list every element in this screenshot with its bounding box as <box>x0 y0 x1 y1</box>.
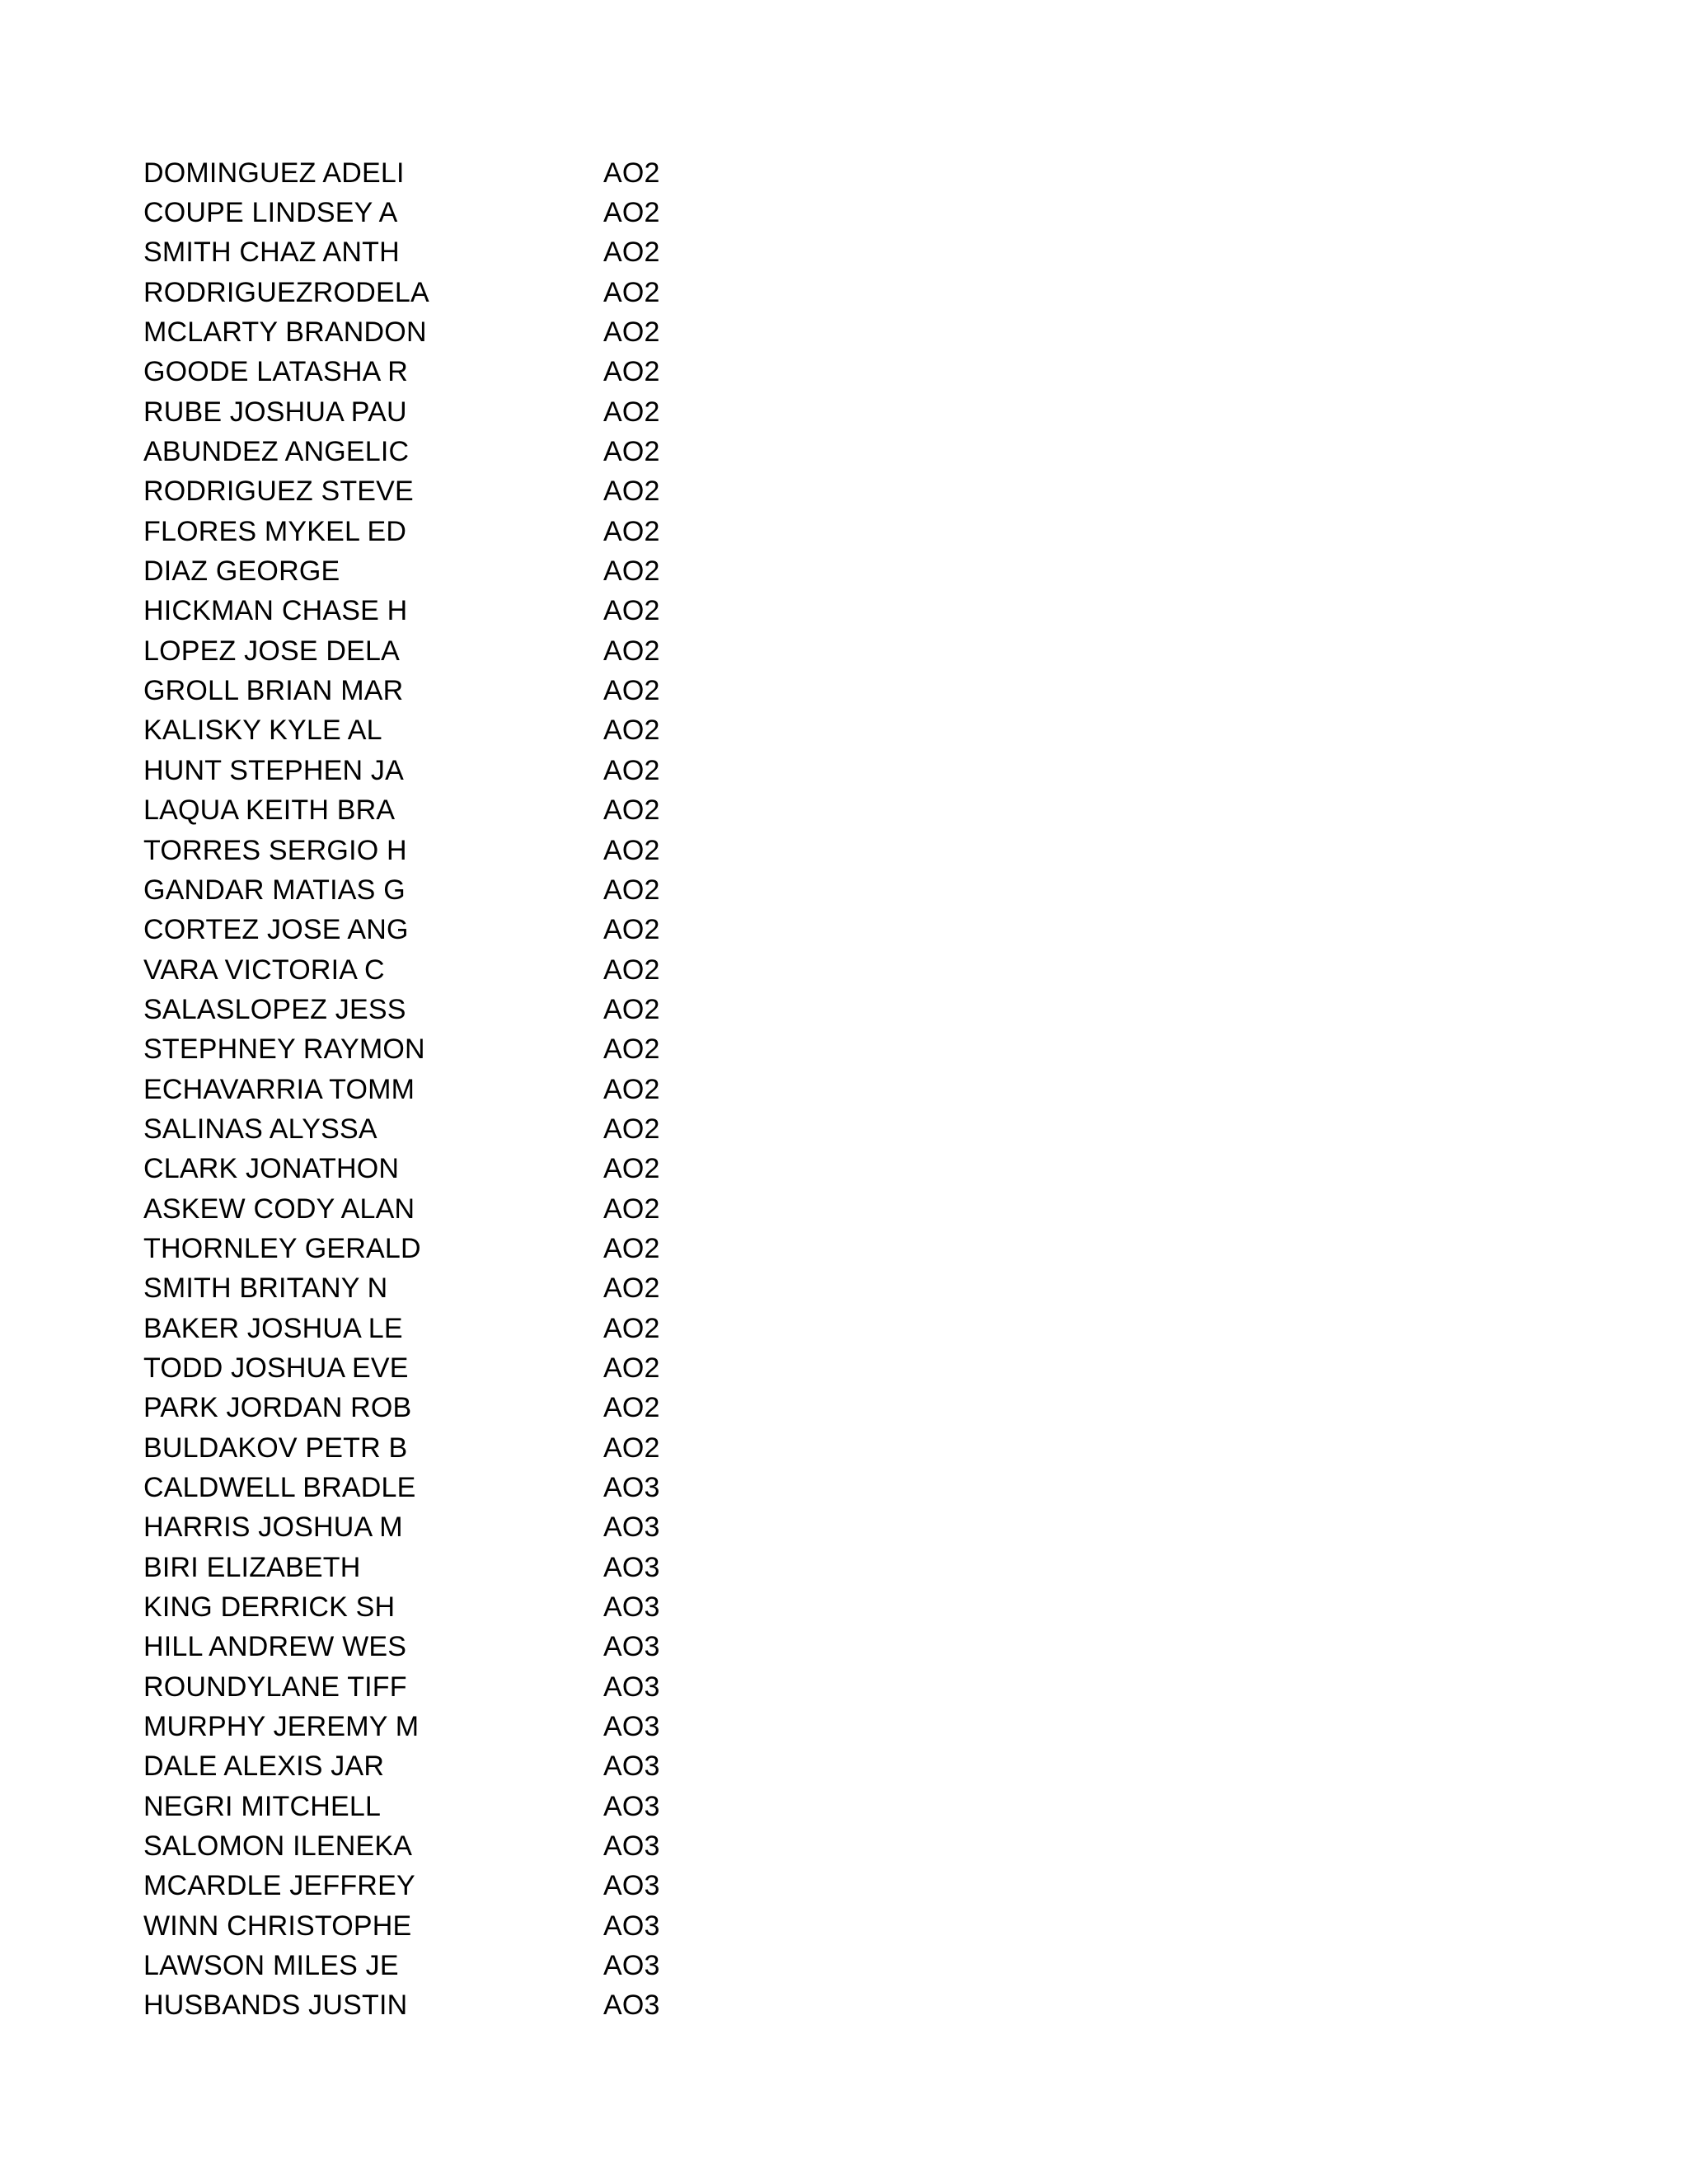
employee-code: AO3 <box>603 1631 660 1663</box>
employee-code: AO2 <box>603 1352 660 1384</box>
employee-code: AO2 <box>603 1193 660 1225</box>
table-row <box>143 1906 885 1946</box>
table-row <box>143 1109 885 1149</box>
employee-name: SMITH CHAZ ANTH <box>143 237 400 269</box>
table-row <box>143 432 885 471</box>
employee-name: DIAZ GEORGE <box>143 555 340 588</box>
table-row <box>143 1468 885 1507</box>
table-row <box>143 1628 885 1667</box>
employee-name: BAKER JOSHUA LE <box>143 1312 403 1344</box>
employee-code: AO2 <box>603 993 660 1025</box>
employee-code: AO2 <box>603 954 660 986</box>
employee-code: AO3 <box>603 1591 660 1624</box>
employee-name: CORTEZ JOSE ANG <box>143 914 409 946</box>
table-row <box>143 1348 885 1388</box>
employee-code: AO3 <box>603 1870 660 1902</box>
table-row <box>143 1229 885 1268</box>
employee-code: AO2 <box>603 555 660 588</box>
employee-code: AO2 <box>603 476 660 508</box>
table-row <box>143 1508 885 1548</box>
employee-name: MCLARTY BRANDON <box>143 316 427 349</box>
employee-code: AO3 <box>603 1551 660 1583</box>
table-row <box>143 1707 885 1746</box>
table-row <box>143 1826 885 1866</box>
employee-name: MCARDLE JEFFREY <box>143 1870 415 1902</box>
employee-name: RUBE JOSHUA PAU <box>143 396 407 428</box>
table-row <box>143 751 885 790</box>
employee-name: GROLL BRIAN MAR <box>143 675 404 707</box>
employee-code: AO2 <box>603 197 660 229</box>
table-row <box>143 671 885 710</box>
employee-code: AO2 <box>603 874 660 906</box>
table-row <box>143 1309 885 1348</box>
employee-code: AO2 <box>603 1232 660 1264</box>
table-row <box>143 153 885 193</box>
employee-code: AO2 <box>603 436 660 468</box>
employee-code: AO2 <box>603 914 660 946</box>
employee-name: VARA VICTORIA C <box>143 954 385 986</box>
employee-name: COUPE LINDSEY A <box>143 197 398 229</box>
employee-code: AO2 <box>603 1392 660 1424</box>
employee-name: LAQUA KEITH BRA <box>143 794 396 827</box>
employee-name: ROUNDYLANE TIFF <box>143 1671 407 1703</box>
table-row <box>143 1269 885 1309</box>
table-row <box>143 1747 885 1787</box>
table-row <box>143 1946 885 1985</box>
employee-name: MURPHY JEREMY M <box>143 1711 420 1743</box>
table-row <box>143 392 885 432</box>
employee-name: NEGRI MITCHELL <box>143 1790 382 1822</box>
employee-name: WINN CHRISTOPHE <box>143 1910 412 1942</box>
employee-name: RODRIGUEZ STEVE <box>143 476 414 508</box>
employee-name: BIRI ELIZABETH <box>143 1551 361 1583</box>
table-row <box>143 512 885 551</box>
table-row <box>143 1389 885 1428</box>
employee-name: BULDAKOV PETR B <box>143 1432 408 1464</box>
employee-name: SALASLOPEZ JESS <box>143 993 406 1025</box>
employee-name: TORRES SERGIO H <box>143 834 407 866</box>
employee-code: AO2 <box>603 675 660 707</box>
employee-code: AO3 <box>603 1990 660 2022</box>
employee-code: AO2 <box>603 1033 660 1066</box>
table-row <box>143 233 885 273</box>
employee-code: AO3 <box>603 1950 660 1982</box>
employee-name: ASKEW CODY ALAN <box>143 1193 415 1225</box>
employee-name: GOODE LATASHA R <box>143 356 409 388</box>
employee-code: AO2 <box>603 1073 660 1105</box>
employee-code: AO3 <box>603 1910 660 1942</box>
employee-name: HICKMAN CHASE H <box>143 595 408 627</box>
employee-code: AO2 <box>603 834 660 866</box>
employee-code: AO3 <box>603 1830 660 1863</box>
employee-name: HILL ANDREW WES <box>143 1631 407 1663</box>
table-row <box>143 1189 885 1229</box>
table-row <box>143 353 885 392</box>
employee-code: AO2 <box>603 1432 660 1464</box>
employee-code: AO2 <box>603 515 660 547</box>
table-row <box>143 990 885 1029</box>
table-row <box>143 273 885 312</box>
table-row <box>143 791 885 831</box>
employee-name: RODRIGUEZRODELA <box>143 276 429 308</box>
employee-name: HARRIS JOSHUA M <box>143 1511 403 1544</box>
table-row <box>143 193 885 232</box>
table-row <box>143 1070 885 1109</box>
employee-name: DALE ALEXIS JAR <box>143 1750 385 1783</box>
employee-name: LOPEZ JOSE DELA <box>143 635 400 667</box>
table-row <box>143 1428 885 1468</box>
table-row <box>143 1548 885 1587</box>
employee-code: AO3 <box>603 1671 660 1703</box>
table-row <box>143 950 885 990</box>
table-row <box>143 631 885 671</box>
employee-code: AO2 <box>603 715 660 747</box>
employee-code: AO2 <box>603 356 660 388</box>
employee-name: HUSBANDS JUSTIN <box>143 1990 408 2022</box>
employee-code: AO2 <box>603 157 660 189</box>
table-row <box>143 1030 885 1070</box>
employee-name: ECHAVARRIA TOMM <box>143 1073 415 1105</box>
employee-name: KING DERRICK SH <box>143 1591 396 1624</box>
employee-code: AO3 <box>603 1711 660 1743</box>
employee-name: KALISKY KYLE AL <box>143 715 382 747</box>
employee-name: TODD JOSHUA EVE <box>143 1352 409 1384</box>
employee-code: AO2 <box>603 794 660 827</box>
employee-name: GANDAR MATIAS G <box>143 874 406 906</box>
table-row <box>143 1986 885 2026</box>
table-row <box>143 472 885 512</box>
table-row <box>143 1867 885 1906</box>
employee-code: AO2 <box>603 1312 660 1344</box>
employee-name: SALINAS ALYSSA <box>143 1113 377 1145</box>
table-row <box>143 831 885 870</box>
employee-code: AO2 <box>603 1153 660 1185</box>
table-row <box>143 1587 885 1627</box>
employee-name: ABUNDEZ ANGELIC <box>143 436 410 468</box>
employee-name: HUNT STEPHEN JA <box>143 754 404 786</box>
employee-code: AO2 <box>603 276 660 308</box>
employee-code: AO2 <box>603 237 660 269</box>
employee-name: CALDWELL BRADLE <box>143 1472 416 1504</box>
table-row <box>143 1667 885 1707</box>
employee-name: CLARK JONATHON <box>143 1153 400 1185</box>
employee-code: AO2 <box>603 316 660 349</box>
employee-code: AO3 <box>603 1750 660 1783</box>
table-row <box>143 711 885 751</box>
employee-name: SALOMON ILENEKA <box>143 1830 413 1863</box>
table-row <box>143 911 885 950</box>
employee-code: AO3 <box>603 1511 660 1544</box>
employee-code: AO2 <box>603 595 660 627</box>
table-row <box>143 551 885 591</box>
employee-code: AO2 <box>603 754 660 786</box>
employee-name: THORNLEY GERALD <box>143 1232 421 1264</box>
employee-code: AO2 <box>603 1272 660 1305</box>
employee-name: SMITH BRITANY N <box>143 1272 388 1305</box>
employee-code: AO2 <box>603 396 660 428</box>
roster-list <box>143 153 885 2026</box>
employee-name: STEPHNEY RAYMON <box>143 1033 425 1066</box>
employee-name: DOMINGUEZ ADELI <box>143 157 405 189</box>
employee-code: AO3 <box>603 1472 660 1504</box>
employee-code: AO2 <box>603 635 660 667</box>
table-row <box>143 1150 885 1189</box>
table-row <box>143 592 885 631</box>
employee-name: LAWSON MILES JE <box>143 1950 399 1982</box>
employee-name: PARK JORDAN ROB <box>143 1392 412 1424</box>
employee-code: AO2 <box>603 1113 660 1145</box>
table-row <box>143 870 885 910</box>
employee-name: FLORES MYKEL ED <box>143 515 407 547</box>
table-row <box>143 1787 885 1826</box>
table-row <box>143 312 885 352</box>
employee-code: AO3 <box>603 1790 660 1822</box>
